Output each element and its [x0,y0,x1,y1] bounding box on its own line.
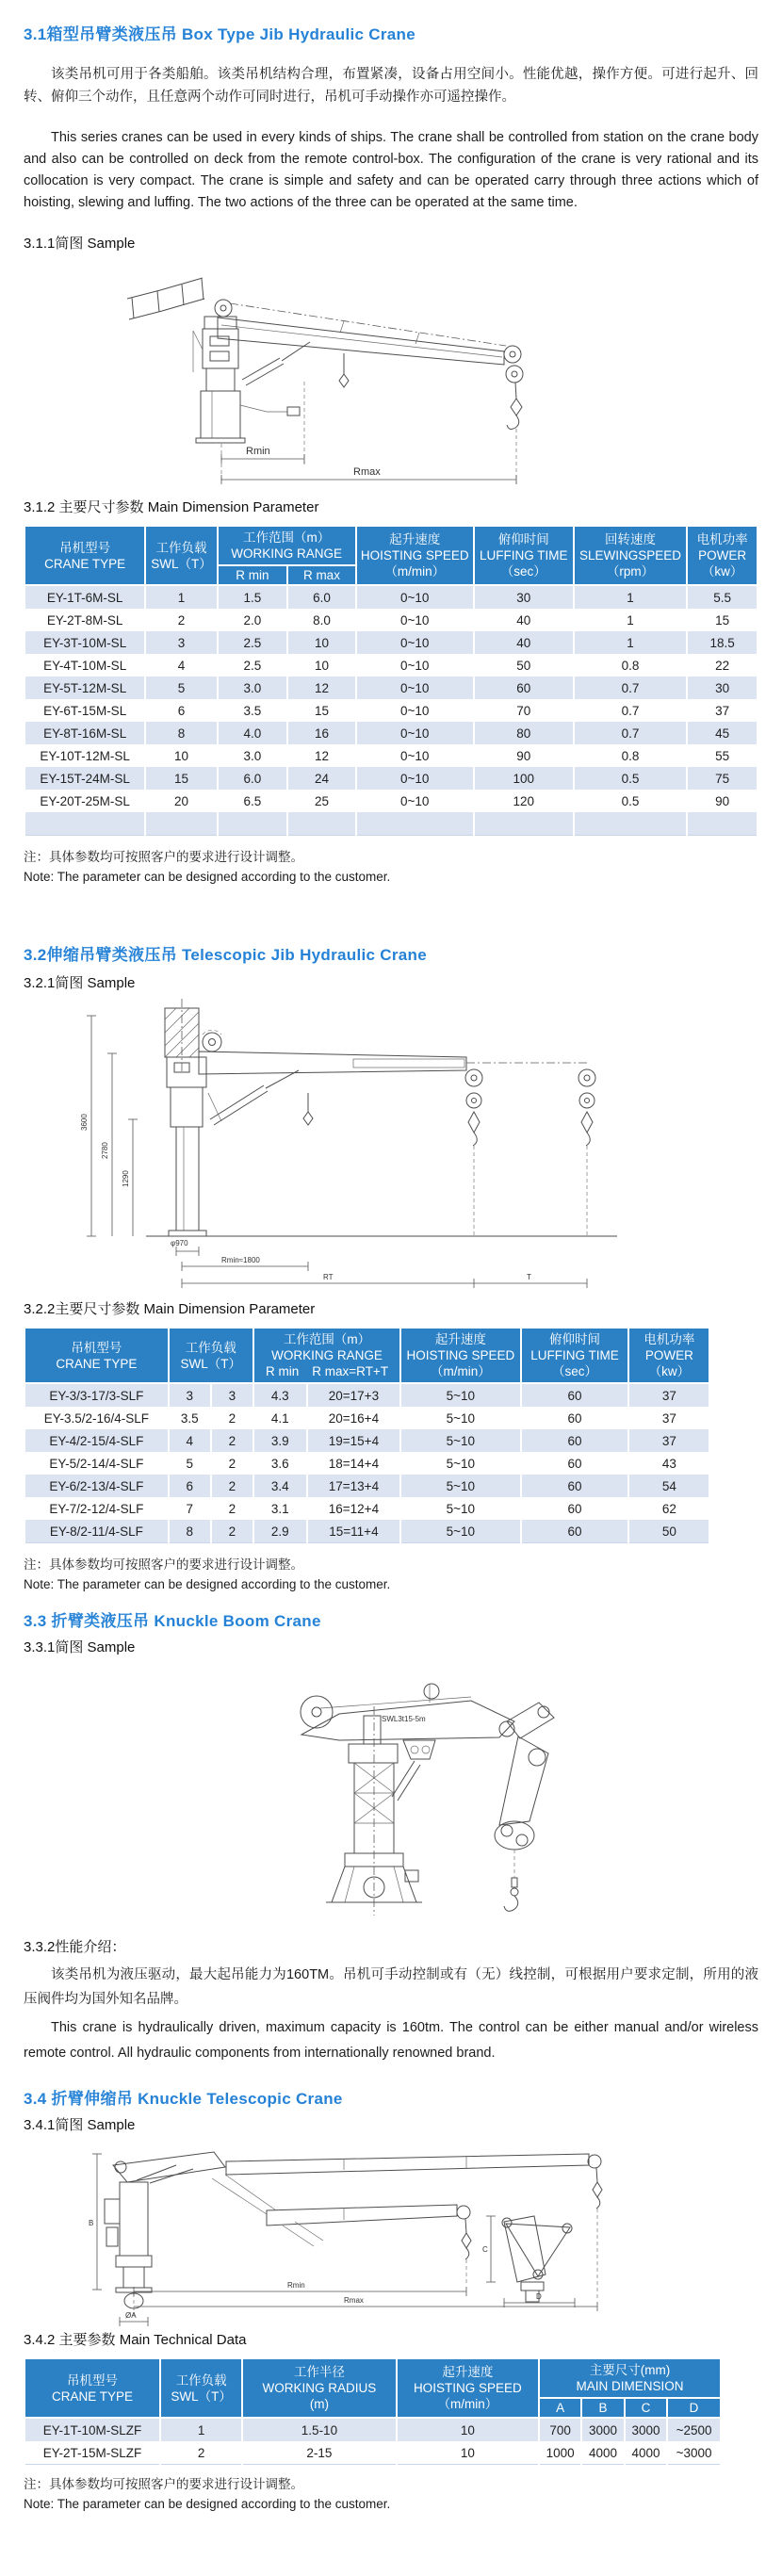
root-sheave [215,300,232,317]
table-cell: 0~10 [356,744,474,767]
table-cell: 5 [145,677,217,699]
swl-boom-label: SWL3t15-5m [382,1715,426,1723]
section-3-1-paragraph-en: This series cranes can be used in every kinds of ships. The crane shall be controlled from station on the crane body and also can be controlled on deck from the remote control-box. The configuration of the crane is very rational and its collocation is very compact. The crane is simple and safety and can be operated carry through three actions which of hoisting, slewing and luffing. The two actions of the three can be operated at the same time. [24,130,758,210]
col-header-hoisting-speed: 起升速度 HOISTING SPEED （m/min） [400,1328,520,1383]
remote-control-box [240,405,300,416]
table-cell: 8 [169,1520,211,1543]
table-cell: 30 [687,677,758,699]
table-cell: 2 [211,1497,253,1520]
note-en-3-2: Note: The parameter can be designed according to the customer. [24,1577,391,1591]
table-cell: 4 [169,1429,211,1452]
table-cell: 16=12+4 [307,1497,401,1520]
table-cell: 2-15 [242,2441,396,2465]
tip-hook-extended [578,1069,595,1236]
col-header-working-range: 工作范围（m） WORKING RANGE [218,526,356,565]
table-cell: 75 [687,767,758,790]
section-3-1-heading: 3.1箱型吊臂类液压吊 Box Type Jib Hydraulic Crane [24,25,415,43]
table-cell: EY-4/2-15/4-SLF [24,1429,169,1452]
tip-hook-retracted [465,1069,482,1236]
rmax-dimension [221,466,516,484]
platform-railing [127,278,204,319]
table-cell [474,812,574,836]
table-cell: EY-3/3-17/3-SLF [24,1383,169,1407]
table-cell: 0.5 [574,767,688,790]
table-cell: 50 [474,654,574,677]
table-cell: 1.5-10 [242,2418,396,2441]
height-dimensions [80,1016,138,1236]
table-row [24,654,758,677]
table-cell: EY-2T-8M-SL [24,609,145,631]
table-cell: 3.0 [218,744,288,767]
table-cell: 1000 [539,2441,581,2465]
section-3-1-paragraph-zh: 该类吊机可用于各类船舶。该类吊机结构合理，布置紧凑，设备占用空间小。性能优越，操作方便。可进行起升、回转、俯仰三个动作，且任意两个动作可同时进行，吊机可手动操作亦可遥控操作。 [24,67,758,105]
col-header-swl: 工作负载 SWL（T） [160,2358,242,2418]
col-header-dim-c: C [625,2398,667,2418]
table-cell: 5~10 [400,1497,520,1520]
col-header-rmin: R min [218,565,288,585]
folded-crane [105,2152,225,2308]
table-heading-3-2-2: 3.2.2主要尺寸参数 Main Dimension Parameter [24,1301,316,1317]
table-cell: 2.5 [218,654,288,677]
box-jib-crane-diagram [61,259,589,497]
rmax-label: Rmax [353,466,381,478]
table-body [24,2418,721,2465]
table-cell: 1.5 [218,585,288,609]
table-cell: 3.9 [253,1429,307,1452]
dim-3600-label: 3600 [80,1114,89,1131]
table-cell: 1 [145,585,217,609]
table-cell: 17=13+4 [307,1475,401,1497]
d-dimension [504,2292,575,2307]
table-cell: 0.5 [574,790,688,812]
table-row [24,677,758,699]
table-cell: 10 [397,2418,539,2441]
col-header-hoisting-speed: 起升速度 HOISTING SPEED （m/min） [356,526,474,585]
col-header-crane-type: 吊机型号 CRANE TYPE [24,2358,160,2418]
table-cell: 12 [287,677,355,699]
table-cell: 60 [521,1383,629,1407]
table-cell: 2 [160,2441,242,2465]
table-row [24,1475,709,1497]
c-label: C [482,2245,488,2254]
table-cell: 25 [287,790,355,812]
sample-heading-3-2-1: 3.2.1简图 Sample [24,975,136,991]
table-cell: 2.5 [218,631,288,654]
col-header-luffing-time: 俯仰时间 LUFFING TIME （sec） [521,1328,629,1383]
boom-tip-hook-block [504,346,523,429]
table-cell: 8 [145,722,217,744]
boom-bracket [403,1740,435,1759]
table-cell: 3000 [625,2418,667,2441]
section-3-2-heading: 3.2伸缩吊臂类液压吊 Telescopic Jib Hydraulic Crane [24,946,427,964]
root-sheave [203,1030,221,1052]
table-cell: 20 [145,790,217,812]
table-row [24,699,758,722]
table-cell [145,812,217,836]
table-cell: 3.6 [253,1452,307,1475]
section-3-4-heading: 3.4 折臂伸缩吊 Knuckle Telescopic Crane [24,2090,343,2108]
rmax-dimension [134,2296,597,2311]
knuckle-pivot [499,1703,554,1738]
crane-boom [218,318,504,365]
table-cell: 5~10 [400,1383,520,1407]
note-zh-3-1: 注：具体参数均可按照客户的要求进行设计调整。 [24,850,303,864]
table-cell: 6 [145,699,217,722]
table-cell: EY-3.5/2-16/4-SLF [24,1407,169,1429]
col-header-working-range: 工作范围（m） WORKING RANGE R min R max=RT+T [253,1328,400,1383]
perf-heading-3-3-2: 3.3.2性能介绍： [24,1939,126,1955]
b-label: B [89,2219,94,2227]
table-cell: 5~10 [400,1475,520,1497]
main-technical-data-table [24,2357,722,2465]
luffing-cylinder [210,1070,299,1125]
table-cell: 5~10 [400,1429,520,1452]
table-row [24,1497,709,1520]
folded-compact-view [502,2216,572,2302]
table-cell: 2.0 [218,609,288,631]
table-cell: 0~10 [356,609,474,631]
telescopic-crane-figure [71,999,758,1298]
section-3-3-paragraph-en: This crane is hydraulically driven, maximum capacity is 160tm. The control can be either manual and/or wireless remote control. All hydraulic components from internationally renowned brand. [24,2020,758,2061]
col-header-rmax: R max [287,565,355,585]
c-dimension [482,2216,496,2282]
table-cell: 5~10 [400,1520,520,1543]
table-cell: 6 [169,1475,211,1497]
table-cell: EY-4T-10M-SL [24,654,145,677]
table-row [24,585,758,609]
table-cell: 4.1 [253,1407,307,1429]
main-dimension-table-box-jib [24,525,758,836]
table-cell: EY-1T-10M-SLZF [24,2418,160,2441]
table-cell: EY-20T-25M-SL [24,790,145,812]
table-cell: 60 [521,1520,629,1543]
table-cell: 120 [474,790,574,812]
table-cell: 3.0 [218,677,288,699]
hatched-mast [165,999,199,1072]
table-cell [287,812,355,836]
table-cell: 4000 [625,2441,667,2465]
table-cell: 0~10 [356,654,474,677]
table-cell: 60 [521,1497,629,1520]
table-cell [218,812,288,836]
sample-heading-3-4-1: 3.4.1简图 Sample [24,2117,136,2133]
t-dimension [474,1273,587,1288]
table-cell: 2.9 [253,1520,307,1543]
table-cell: 7 [169,1497,211,1520]
table-cell: ~3000 [667,2441,721,2465]
table-cell: EY-5T-12M-SL [24,677,145,699]
table-cell: 1 [160,2418,242,2441]
table-cell: 0~10 [356,722,474,744]
table-cell: 100 [474,767,574,790]
table-cell: 19=15+4 [307,1429,401,1452]
a-dimension [120,2311,148,2326]
table-cell: 0.7 [574,722,688,744]
rt-label: RT [323,1273,334,1281]
section-3-3-paragraph-zh: 该类吊机为液压驱动，最大起吊能力为160TM。吊机可手动控制或有（无）线控制，可根据用户要求定制，所用的液压阀件均为国外知名品牌。 [24,1967,758,2007]
extended-boom-mid [212,2175,471,2284]
table-cell: ~2500 [667,2418,721,2441]
b-dimension [89,2154,102,2290]
note-en-3-1: Note: The parameter can be designed according to the customer. [24,870,391,884]
table-cell: 60 [521,1407,629,1429]
table-cell [356,812,474,836]
mast-tower [349,1706,398,1916]
table-cell: EY-3T-10M-SL [24,631,145,654]
col-header-working-radius: 工作半径 WORKING RADIUS (m) [242,2358,396,2418]
table-cell: 10 [287,631,355,654]
table-cell: 3.1 [253,1497,307,1520]
table-cell [24,812,145,836]
col-header-hoisting-speed: 起升速度 HOISTING SPEED （m/min） [397,2358,539,2418]
table-cell: EY-8/2-11/4-SLF [24,1520,169,1543]
table-cell [574,812,688,836]
table-cell: 45 [687,722,758,744]
table-cell: EY-6T-15M-SL [24,699,145,722]
luffing-cylinder [392,1761,420,1801]
table-cell: 37 [687,699,758,722]
table-row [24,1452,709,1475]
rt-dimension [182,1273,474,1288]
table-cell: 80 [474,722,574,744]
table-cell: 5 [169,1452,211,1475]
rmin-dimension [221,446,304,464]
rmin-label: Rmin [287,2281,305,2290]
table-cell: 60 [521,1475,629,1497]
table-cell: 62 [628,1497,709,1520]
table-cell: 90 [474,744,574,767]
col-header-power: 电机功率 POWER （kw） [687,526,758,585]
table-cell: 0.8 [574,744,688,767]
knuckle-telescopic-crane-diagram [61,2141,664,2329]
col-header-crane-type: 吊机型号 CRANE TYPE [24,1328,169,1383]
note-zh-3-4: 注：具体参数均可按照客户的要求进行设计调整。 [24,2477,303,2491]
table-row [24,767,758,790]
sample-heading-3-3-1: 3.3.1简图 Sample [24,1639,136,1655]
rmin-label: Rmin [246,446,270,457]
table-cell: EY-1T-6M-SL [24,585,145,609]
mid-hook-symbol [339,353,349,387]
table-cell: 5~10 [400,1452,520,1475]
knuckle-boom-crane-diagram [188,1663,622,1938]
note-zh-3-2: 注：具体参数均可按照客户的要求进行设计调整。 [24,1557,303,1572]
table-row [24,631,758,654]
col-header-power: 电机功率 POWER （kw） [628,1328,709,1383]
table-cell: 0~10 [356,699,474,722]
table-cell: 6.0 [287,585,355,609]
table-cell: 3000 [581,2418,625,2441]
table-row [24,1407,709,1429]
table-cell [687,812,758,836]
table-cell: 2 [211,1452,253,1475]
knuckle-arm [495,1736,548,1850]
table-row [24,812,758,836]
table-cell: 20=16+4 [307,1407,401,1429]
table-row [24,744,758,767]
table-cell: 10 [145,744,217,767]
table-cell: 5~10 [400,1407,520,1429]
main-dimension-table-telescopic [24,1327,710,1543]
boom-centerline [230,303,506,346]
d-label: D [536,2292,542,2301]
table-cell: 20=17+3 [307,1383,401,1407]
table-cell: 3.5 [218,699,288,722]
t-label: T [527,1273,531,1281]
box-jib-crane-figure [61,259,758,497]
dim-2780-label: 2780 [101,1142,109,1159]
table-cell: 700 [539,2418,581,2441]
col-header-slewing-speed: 回转速度 SLEWINGSPEED （rpm） [574,526,688,585]
table-cell: EY-15T-24M-SL [24,767,145,790]
table-cell: EY-10T-12M-SL [24,744,145,767]
table-cell: 2 [145,609,217,631]
telescopic-crane-diagram [71,999,655,1298]
rmin-dimension [134,2281,466,2316]
table-cell: 1 [574,631,688,654]
a-label: ØA [125,2311,137,2320]
table-cell: 43 [628,1452,709,1475]
table-row [24,1383,709,1407]
knuckle-telescopic-crane-figure [61,2141,758,2329]
dim-1290-label: 1290 [122,1170,130,1187]
table-cell: 24 [287,767,355,790]
table-cell: 0~10 [356,767,474,790]
table-cell: 1 [574,585,688,609]
table-cell: 2 [211,1520,253,1543]
table-cell: 3.4 [253,1475,307,1497]
table-cell: 60 [474,677,574,699]
table-cell: EY-6/2-13/4-SLF [24,1475,169,1497]
dia-970-label: φ970 [171,1239,188,1247]
table-cell: 40 [474,609,574,631]
telescopic-boom [199,1052,587,1074]
col-header-dim-a: A [539,2398,581,2418]
table-cell: 15 [145,767,217,790]
table-cell: EY-5/2-14/4-SLF [24,1452,169,1475]
table-heading-3-1-2: 3.1.2 主要尺寸参数 Main Dimension Parameter [24,499,319,515]
table-cell: EY-2T-15M-SLZF [24,2441,160,2465]
table-row [24,1520,709,1543]
col-header-swl: 工作负载 SWL（T） [169,1328,253,1383]
col-header-crane-type: 吊机型号 CRANE TYPE [24,526,145,585]
col-header-luffing-time: 俯仰时间 LUFFING TIME （sec） [474,526,574,585]
table-row [24,609,758,631]
table-cell: 0~10 [356,677,474,699]
table-body [24,1383,709,1543]
table-cell: 50 [628,1520,709,1543]
table-cell: 18=14+4 [307,1452,401,1475]
table-body [24,585,758,836]
luffing-cylinder [242,342,310,385]
table-cell: 90 [687,790,758,812]
table-cell: 40 [474,631,574,654]
rmin-label: Rmin≈1800 [221,1256,260,1264]
table-row [24,2418,721,2441]
table-cell: 12 [287,744,355,767]
table-cell: 60 [521,1429,629,1452]
table-cell: 0~10 [356,790,474,812]
table-cell: 10 [287,654,355,677]
mid-hook-symbol [303,1093,313,1125]
table-cell: 2 [211,1407,253,1429]
section-3-3-heading: 3.3 折臂类液压吊 Knuckle Boom Crane [24,1612,321,1630]
col-header-main-dimension: 主要尺寸(mm) MAIN DIMENSION [539,2358,721,2398]
hanging-hook [504,1850,518,1911]
table-cell: 37 [628,1383,709,1407]
table-cell: 18.5 [687,631,758,654]
table-cell: 2 [211,1475,253,1497]
boom-root-sheave [301,1696,333,1728]
table-cell: 8.0 [287,609,355,631]
table-cell: 4.3 [253,1383,307,1407]
table-cell: EY-7/2-12/4-SLF [24,1497,169,1520]
table-cell: EY-8T-16M-SL [24,722,145,744]
table-cell: 0.7 [574,677,688,699]
main-boom [301,1697,514,1740]
table-cell: 4000 [581,2441,625,2465]
table-cell: 5.5 [687,585,758,609]
table-cell: 6.5 [218,790,288,812]
table-cell: 4.0 [218,722,288,744]
pedestal-diameter-dim [171,1239,199,1256]
table-cell: 4 [145,654,217,677]
table-cell: 15 [687,609,758,631]
table-cell: 0.8 [574,654,688,677]
table-cell: 37 [628,1429,709,1452]
pedestal [193,317,245,443]
rmax-label: Rmax [344,2296,364,2305]
table-cell: 30 [474,585,574,609]
note-en-3-4: Note: The parameter can be designed according to the customer. [24,2497,391,2511]
pedestal [167,1057,221,1236]
table-cell: 0~10 [356,631,474,654]
table-cell: 3 [211,1383,253,1407]
table-cell: 0~10 [356,585,474,609]
table-cell: 3 [145,631,217,654]
table-heading-3-4-2: 3.4.2 主要参数 Main Technical Data [24,2332,247,2348]
table-cell: 15=11+4 [307,1520,401,1543]
table-cell: 60 [521,1452,629,1475]
col-header-dim-b: B [581,2398,625,2418]
table-cell: 37 [628,1407,709,1429]
knuckle-boom-crane-figure [188,1663,758,1938]
table-cell: 54 [628,1475,709,1497]
rmin-dimension [182,1256,308,1271]
table-cell: 0.7 [574,699,688,722]
table-row [24,722,758,744]
table-cell: 1 [574,609,688,631]
table-row [24,1429,709,1452]
table-row [24,2441,721,2465]
table-cell: 55 [687,744,758,767]
col-header-swl: 工作负载 SWL（T） [145,526,217,585]
col-header-dim-d: D [667,2398,721,2418]
table-cell: 15 [287,699,355,722]
table-cell: 10 [397,2441,539,2465]
extended-boom-upper [226,2154,602,2299]
table-cell: 22 [687,654,758,677]
table-row [24,790,758,812]
table-cell: 3.5 [169,1407,211,1429]
table-cell: 6.0 [218,767,288,790]
table-cell: 3 [169,1383,211,1407]
table-cell: 16 [287,722,355,744]
table-cell: 2 [211,1429,253,1452]
sample-heading-3-1-1: 3.1.1简图 Sample [24,236,136,252]
table-cell: 70 [474,699,574,722]
